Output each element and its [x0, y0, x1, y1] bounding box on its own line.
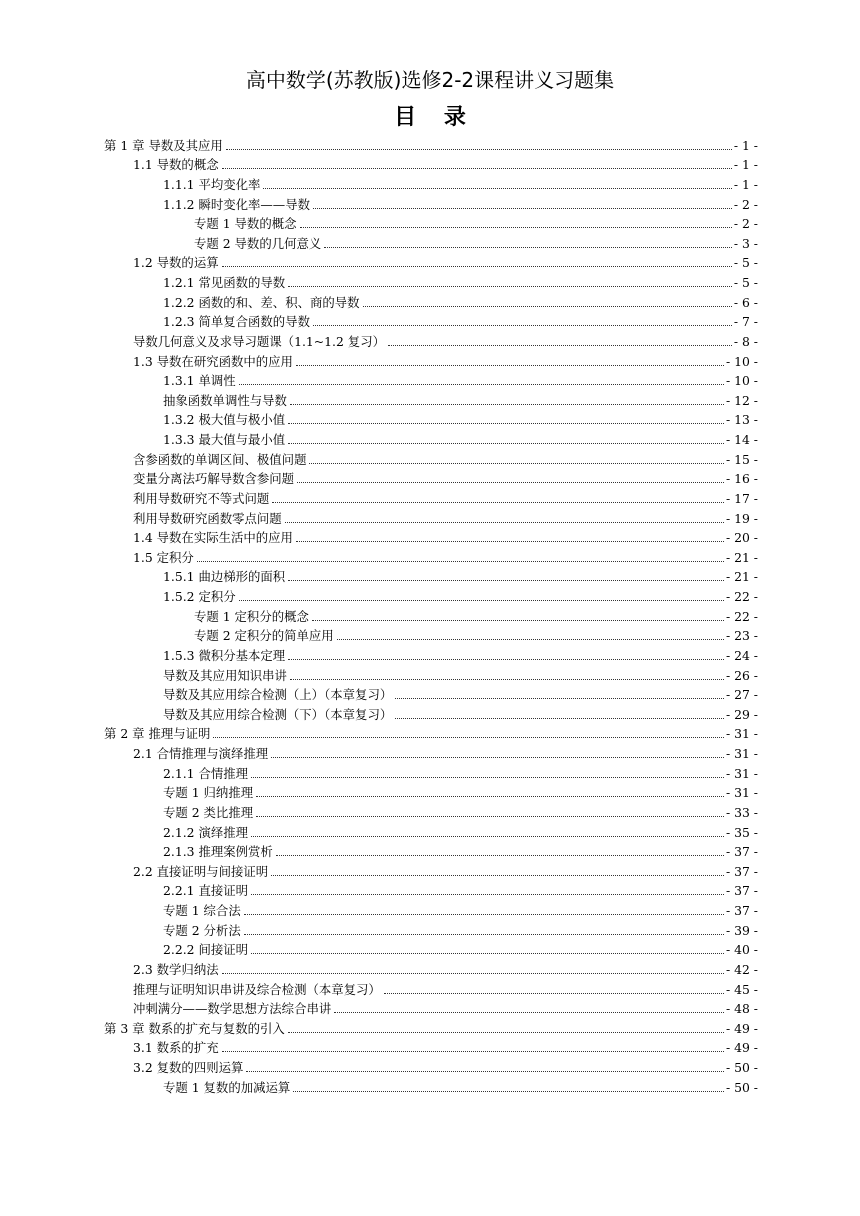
dot-leader: [213, 737, 724, 738]
dot-leader: [337, 639, 724, 640]
toc-entry-page-number: - 7 -: [733, 314, 758, 330]
dot-leader: [290, 404, 724, 405]
toc-entry[interactable]: [0, 428, 758, 448]
toc-entry-title: 导数及其应用综合检测（上）（本章复习）: [163, 687, 393, 703]
dot-leader: [288, 659, 724, 660]
toc-entry-title: 3.2 复数的四则运算: [133, 1060, 244, 1075]
toc-entry-title: 1.2.1 常见函数的导数: [163, 275, 286, 290]
dot-leader: [388, 345, 732, 346]
toc-entry-page-number: - 50 -: [725, 1060, 758, 1075]
toc-entry-title: 2.2.1 直接证明: [163, 883, 249, 899]
toc-entry[interactable]: [0, 350, 758, 370]
dot-leader: [251, 894, 724, 895]
toc-entry-title: 2.1.3 推理案例赏析: [163, 844, 273, 860]
toc-entry-page-number: - 13 -: [725, 412, 758, 428]
toc-entry-title: 2.2 直接证明与间接证明: [133, 863, 269, 879]
dot-leader: [334, 1012, 724, 1013]
toc-entry-page-number: - 29 -: [725, 706, 758, 722]
toc-entry-title: 2.2.2 间接证明: [163, 942, 249, 958]
toc-entry[interactable]: [0, 585, 758, 605]
toc-entry-title: 专题 2 类比推理: [163, 804, 254, 820]
toc-entry-title: 第 1 章 导数及其应用: [104, 137, 223, 153]
toc-entry-page-number: - 49 -: [725, 1040, 758, 1056]
dot-leader: [276, 855, 724, 856]
dot-leader: [251, 777, 724, 778]
toc-entry-page-number: - 31 -: [725, 726, 758, 742]
toc-entry[interactable]: [0, 252, 758, 272]
dot-leader: [293, 1091, 724, 1092]
toc-entry-title: 专题 2 导数的几何意义: [194, 235, 322, 251]
toc-entry[interactable]: [0, 1037, 758, 1057]
dot-leader: [222, 266, 732, 267]
toc-entry[interactable]: [0, 330, 758, 350]
toc-entry-title: 变量分离法巧解导数含参问题: [133, 471, 295, 487]
toc-entry-title: 1.4 导数在实际生活中的应用: [133, 530, 293, 546]
toc-entry-page-number: - 37 -: [725, 903, 758, 918]
toc-entry-page-number: - 16 -: [725, 471, 758, 487]
toc-entry[interactable]: [0, 389, 758, 409]
dot-leader: [288, 580, 724, 581]
dot-leader: [263, 188, 731, 189]
toc-entry-page-number: - 37 -: [725, 863, 758, 879]
dot-leader: [313, 208, 732, 209]
dot-leader: [197, 561, 724, 562]
toc-entry-page-number: - 2 -: [733, 196, 758, 212]
toc-entry-title: 含参函数的单调区间、极值问题: [133, 451, 307, 467]
dot-leader: [222, 1051, 724, 1052]
dot-leader: [272, 502, 724, 503]
toc-entry-title: 专题 2 定积分的简单应用: [194, 628, 334, 644]
dot-leader: [288, 1032, 724, 1033]
toc-entry[interactable]: [0, 232, 758, 252]
dot-leader: [296, 365, 724, 366]
toc-entry-title: 1.3 导数在研究函数中的应用: [133, 353, 293, 369]
toc-entry-title: 2.3 数学归纳法: [133, 961, 219, 977]
toc-entry-title: 1.1.2 瞬时变化率——导数: [163, 196, 310, 212]
toc-entry-title: 2.1.1 合情推理: [163, 765, 249, 781]
toc-entry-title: 2.1.2 演绎推理: [163, 824, 249, 840]
dot-leader: [285, 522, 724, 523]
dot-leader: [312, 620, 724, 621]
document-title: 高中数学(苏教版)选修2-2课程讲义习题集: [245, 68, 615, 92]
dot-leader: [290, 679, 724, 680]
toc-entry-title: 专题 1 综合法: [163, 903, 241, 918]
toc-entry[interactable]: [0, 919, 758, 939]
toc-entry-page-number: - 26 -: [725, 667, 758, 683]
toc-entry-title: 2.1 合情推理与演绎推理: [133, 746, 269, 761]
dot-leader: [226, 149, 732, 150]
dot-leader: [288, 286, 732, 287]
toc-entry-page-number: - 49 -: [725, 1020, 758, 1036]
toc-entry-title: 1.2.2 函数的和、差、积、商的导数: [163, 294, 360, 310]
toc-entry-page-number: - 31 -: [725, 785, 758, 801]
toc-entry-page-number: - 20 -: [725, 530, 758, 546]
toc-entry-title: 1.3.1 单调性: [163, 373, 236, 389]
toc-entry-page-number: - 1 -: [733, 157, 758, 173]
toc-entry[interactable]: [0, 644, 758, 664]
dot-leader: [324, 247, 732, 248]
toc-entry[interactable]: [0, 487, 758, 507]
toc-entry[interactable]: [0, 291, 758, 311]
table-of-contents: [0, 134, 860, 1096]
toc-entry-title: 第 2 章 推理与证明: [104, 726, 211, 742]
toc-entry[interactable]: [0, 860, 758, 880]
toc-entry[interactable]: [0, 311, 758, 331]
toc-entry-title: 利用导数研究不等式问题: [133, 490, 270, 506]
toc-entry-page-number: - 19 -: [725, 510, 758, 526]
toc-entry-page-number: - 22 -: [725, 608, 758, 624]
toc-entry-title: 第 3 章 数系的扩充与复数的引入: [104, 1020, 285, 1036]
toc-entry[interactable]: [0, 271, 758, 291]
toc-entry[interactable]: [0, 703, 758, 723]
toc-entry[interactable]: [0, 193, 758, 213]
toc-entry-title: 1.5.1 曲边梯形的面积: [163, 569, 286, 585]
toc-entry-title: 利用导数研究函数零点问题: [133, 510, 282, 526]
toc-entry-page-number: - 3 -: [733, 235, 758, 251]
toc-entry[interactable]: [0, 173, 758, 193]
toc-entry-title: 1.3.2 极大值与极小值: [163, 412, 286, 428]
dot-leader: [271, 875, 724, 876]
toc-entry[interactable]: [0, 880, 758, 900]
toc-entry-title: 专题 1 定积分的概念: [194, 608, 309, 624]
toc-entry-page-number: - 2 -: [733, 216, 758, 232]
dot-leader: [296, 541, 724, 542]
toc-entry-page-number: - 42 -: [725, 961, 758, 977]
toc-entry-title: 3.1 数系的扩充: [133, 1040, 219, 1056]
toc-entry-page-number: - 12 -: [725, 392, 758, 408]
dot-leader: [239, 384, 724, 385]
toc-entry[interactable]: [0, 939, 758, 959]
toc-entry[interactable]: [0, 134, 758, 154]
toc-entry[interactable]: [0, 801, 758, 821]
toc-entry[interactable]: [0, 507, 758, 527]
toc-entry-title: 导数及其应用知识串讲: [163, 667, 287, 683]
toc-entry-page-number: - 31 -: [725, 746, 758, 761]
toc-entry[interactable]: [0, 782, 758, 802]
toc-entry-title: 抽象函数单调性与导数: [163, 392, 287, 408]
toc-entry[interactable]: [0, 625, 758, 645]
toc-entry-title: 专题 1 复数的加减运算: [163, 1079, 291, 1095]
toc-entry-page-number: - 35 -: [725, 824, 758, 840]
dot-leader: [244, 934, 724, 935]
dot-leader: [222, 973, 724, 974]
toc-entry[interactable]: [0, 899, 758, 919]
toc-entry-title: 1.1.1 平均变化率: [163, 176, 261, 192]
dot-leader: [244, 914, 724, 915]
toc-entry-page-number: - 27 -: [725, 687, 758, 703]
toc-entry[interactable]: [0, 998, 758, 1018]
toc-entry[interactable]: [0, 684, 758, 704]
toc-entry-page-number: - 1 -: [733, 137, 758, 153]
dot-leader: [222, 168, 732, 169]
dot-leader: [297, 482, 724, 483]
toc-entry-title: 专题 1 导数的概念: [194, 216, 297, 232]
toc-entry-page-number: - 39 -: [725, 922, 758, 938]
dot-leader: [363, 306, 732, 307]
dot-leader: [309, 463, 724, 464]
toc-entry[interactable]: [0, 527, 758, 547]
dot-leader: [384, 993, 724, 994]
toc-entry-page-number: - 15 -: [725, 451, 758, 467]
toc-entry-page-number: - 10 -: [725, 373, 758, 389]
toc-entry-page-number: - 17 -: [725, 490, 758, 506]
toc-entry-title: 1.3.3 最大值与最小值: [163, 432, 286, 447]
toc-entry-page-number: - 48 -: [725, 1001, 758, 1017]
toc-entry[interactable]: [0, 664, 758, 684]
toc-entry-page-number: - 8 -: [733, 333, 758, 349]
toc-entry[interactable]: [0, 841, 758, 861]
dot-leader: [246, 1071, 724, 1072]
toc-entry[interactable]: [0, 370, 758, 390]
toc-entry-title: 导数及其应用综合检测（下）（本章复习）: [163, 706, 393, 722]
dot-leader: [251, 836, 724, 837]
toc-entry[interactable]: [0, 154, 758, 174]
toc-entry-page-number: - 6 -: [733, 294, 758, 310]
toc-entry-page-number: - 1 -: [733, 176, 758, 192]
dot-leader: [288, 443, 724, 444]
toc-entry[interactable]: [0, 723, 758, 743]
toc-entry-title: 1.5.3 微积分基本定理: [163, 647, 286, 663]
toc-entry[interactable]: [0, 1017, 758, 1037]
toc-entry-page-number: - 31 -: [725, 765, 758, 781]
toc-entry-title: 1.2 导数的运算: [133, 255, 219, 271]
toc-entry-page-number: - 21 -: [725, 549, 758, 565]
toc-entry-page-number: - 50 -: [725, 1079, 758, 1095]
toc-entry-title: 冲刺满分——数学思想方法综合串讲: [133, 1001, 332, 1017]
toc-entry-page-number: - 5 -: [733, 275, 758, 290]
toc-entry[interactable]: [0, 762, 758, 782]
toc-entry-title: 专题 2 分析法: [163, 922, 241, 938]
toc-entry[interactable]: [0, 958, 758, 978]
dot-leader: [256, 796, 724, 797]
toc-entry-page-number: - 5 -: [733, 255, 758, 271]
toc-entry-page-number: - 40 -: [725, 942, 758, 958]
dot-leader: [239, 600, 724, 601]
toc-entry-title: 推理与证明知识串讲及综合检测（本章复习）: [133, 981, 381, 997]
toc-entry-page-number: - 22 -: [725, 589, 758, 604]
dot-leader: [395, 718, 724, 719]
dot-leader: [251, 953, 724, 954]
toc-entry-title: 导数几何意义及求导习题课（1.1~1.2 复习）: [133, 333, 385, 349]
dot-leader: [256, 816, 724, 817]
toc-entry-page-number: - 33 -: [725, 804, 758, 820]
toc-heading: 目 录: [394, 105, 476, 130]
toc-entry-page-number: - 37 -: [725, 844, 758, 860]
toc-entry[interactable]: [0, 448, 758, 468]
toc-entry-title: 1.2.3 简单复合函数的导数: [163, 314, 310, 330]
toc-entry-page-number: - 23 -: [725, 628, 758, 644]
toc-entry[interactable]: [0, 409, 758, 429]
dot-leader: [313, 325, 732, 326]
toc-entry[interactable]: [0, 546, 758, 566]
dot-leader: [288, 423, 724, 424]
toc-entry-page-number: - 10 -: [725, 353, 758, 369]
toc-entry-page-number: - 37 -: [725, 883, 758, 899]
toc-entry[interactable]: [0, 978, 758, 998]
toc-entry-title: 1.5.2 定积分: [163, 589, 236, 604]
dot-leader: [271, 757, 724, 758]
toc-entry-title: 1.1 导数的概念: [133, 157, 219, 173]
toc-entry-page-number: - 24 -: [725, 647, 758, 663]
toc-entry-page-number: - 14 -: [725, 432, 758, 447]
toc-entry-title: 1.5 定积分: [133, 549, 194, 565]
toc-entry-page-number: - 21 -: [725, 569, 758, 585]
toc-entry[interactable]: [0, 605, 758, 625]
toc-entry[interactable]: [0, 821, 758, 841]
toc-entry-page-number: - 45 -: [725, 981, 758, 997]
toc-entry[interactable]: [0, 566, 758, 586]
dot-leader: [300, 227, 732, 228]
toc-entry[interactable]: [0, 1076, 758, 1096]
toc-entry[interactable]: [0, 742, 758, 762]
toc-entry[interactable]: [0, 213, 758, 233]
toc-entry[interactable]: [0, 468, 758, 488]
toc-entry-title: 专题 1 归纳推理: [163, 785, 254, 801]
toc-entry[interactable]: [0, 1056, 758, 1076]
dot-leader: [395, 698, 724, 699]
